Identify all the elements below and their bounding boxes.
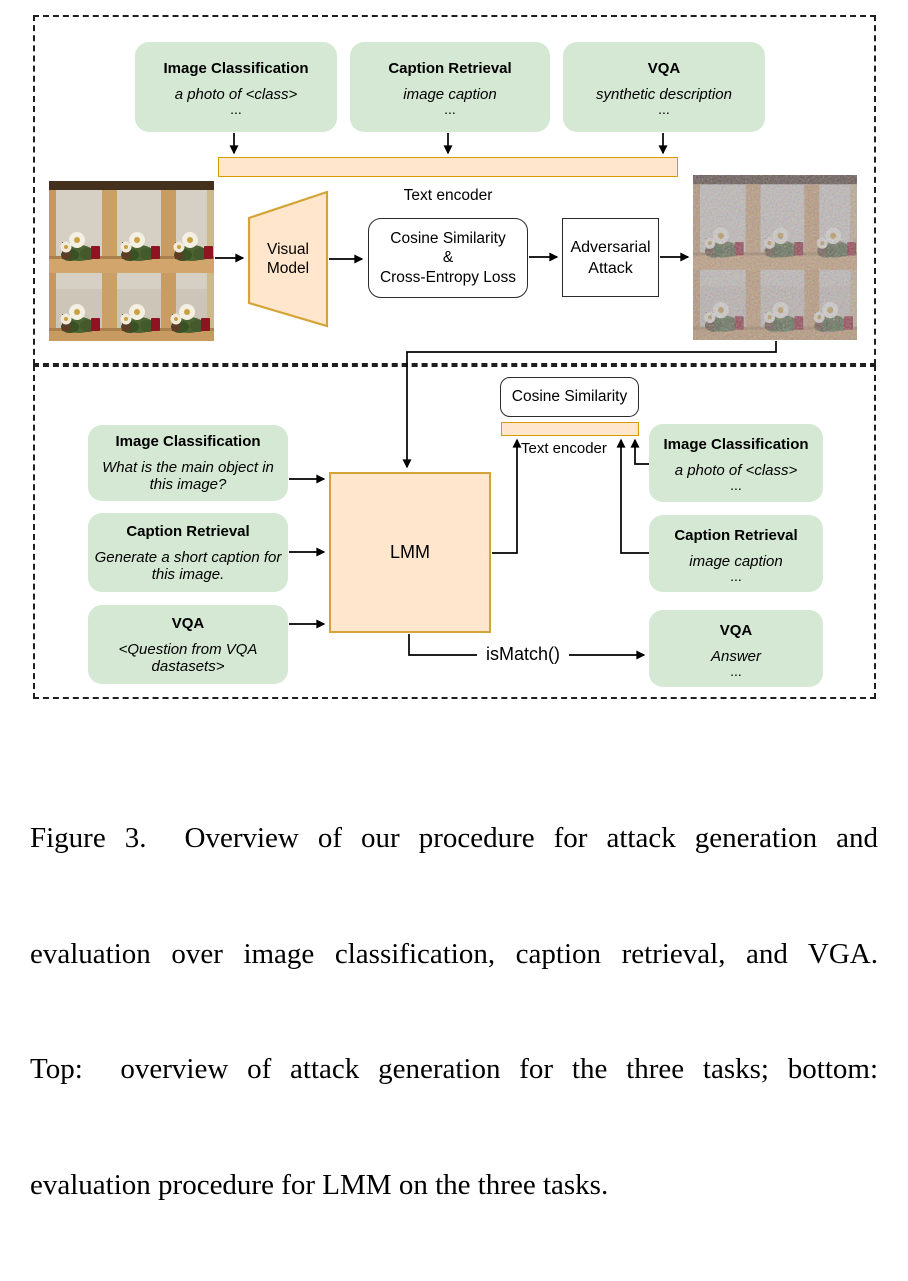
task-title: Image Classification	[115, 433, 261, 450]
caption-line: evaluation procedure for LMM on the three tasks.	[30, 1168, 609, 1201]
prompt-box-vqa	[563, 42, 765, 132]
original-image	[49, 181, 214, 341]
ellipsis: ...	[730, 567, 742, 584]
task-box-caption-retrieval	[88, 513, 288, 592]
prompt-title: VQA	[647, 60, 681, 77]
task-subtitle: Generate a short caption for this image.	[94, 548, 282, 583]
task-title: VQA	[171, 614, 205, 632]
visual-model-label: Visual Model	[266, 241, 310, 277]
text-encoder-bar-bottom	[501, 422, 639, 436]
ismatch-label: isMatch()	[477, 642, 569, 667]
text-encoder-bar	[218, 157, 678, 177]
answer-subtitle: Answer	[710, 647, 762, 665]
prompt-title: Image Classification	[163, 60, 309, 77]
ellipsis: ...	[230, 101, 242, 117]
figure-caption	[30, 742, 878, 1281]
answer-box-image-classification	[649, 424, 823, 502]
adversarial-attack-box: Adversarial Attack	[562, 218, 659, 297]
prompt-subtitle: image caption	[403, 86, 497, 103]
prompt-subtitle: a photo of <class>	[174, 86, 298, 103]
task-box-image-classification	[88, 425, 288, 501]
answer-title: Image Classification	[663, 436, 809, 453]
ellipsis: ...	[730, 477, 742, 493]
text-encoder-label: Text encoder	[403, 187, 493, 204]
answer-title: Caption Retrieval	[674, 526, 798, 544]
task-subtitle: What is the main object in this image?	[102, 459, 274, 493]
task-title: Caption Retrieval	[126, 522, 250, 540]
cosine-similarity-box: Cosine Similarity	[500, 377, 639, 417]
loss-box: Cosine Similarity & Cross-Entropy Loss	[368, 218, 528, 298]
task-box-vqa	[88, 605, 288, 684]
answer-subtitle: image caption	[689, 552, 783, 570]
adversarial-image	[693, 175, 857, 340]
ellipsis: ...	[730, 662, 742, 679]
caption-line: Figure 3. Overview of our procedure for attack generation and	[30, 822, 878, 854]
prompt-box-image-classification	[135, 42, 337, 132]
lmm-box: LMM	[329, 472, 491, 633]
text-encoder-label-bottom: Text encoder	[521, 440, 607, 457]
ellipsis: ...	[658, 101, 670, 117]
caption-line: evaluation over image classification, caption retrieval, and VGA.	[30, 937, 878, 970]
task-subtitle: <Question from VQA dastasets>	[118, 640, 258, 675]
ellipsis: ...	[444, 101, 456, 117]
answer-box-vqa	[649, 610, 823, 687]
prompt-title: Caption Retrieval	[388, 60, 512, 77]
prompt-box-caption-retrieval	[350, 42, 550, 132]
answer-title: VQA	[719, 621, 753, 639]
answer-box-caption-retrieval	[649, 515, 823, 592]
caption-line: Top: overview of attack generation for the three tasks; bottom:	[30, 1053, 878, 1085]
answer-subtitle: a photo of <class>	[674, 462, 798, 479]
prompt-subtitle: synthetic description	[596, 86, 732, 103]
